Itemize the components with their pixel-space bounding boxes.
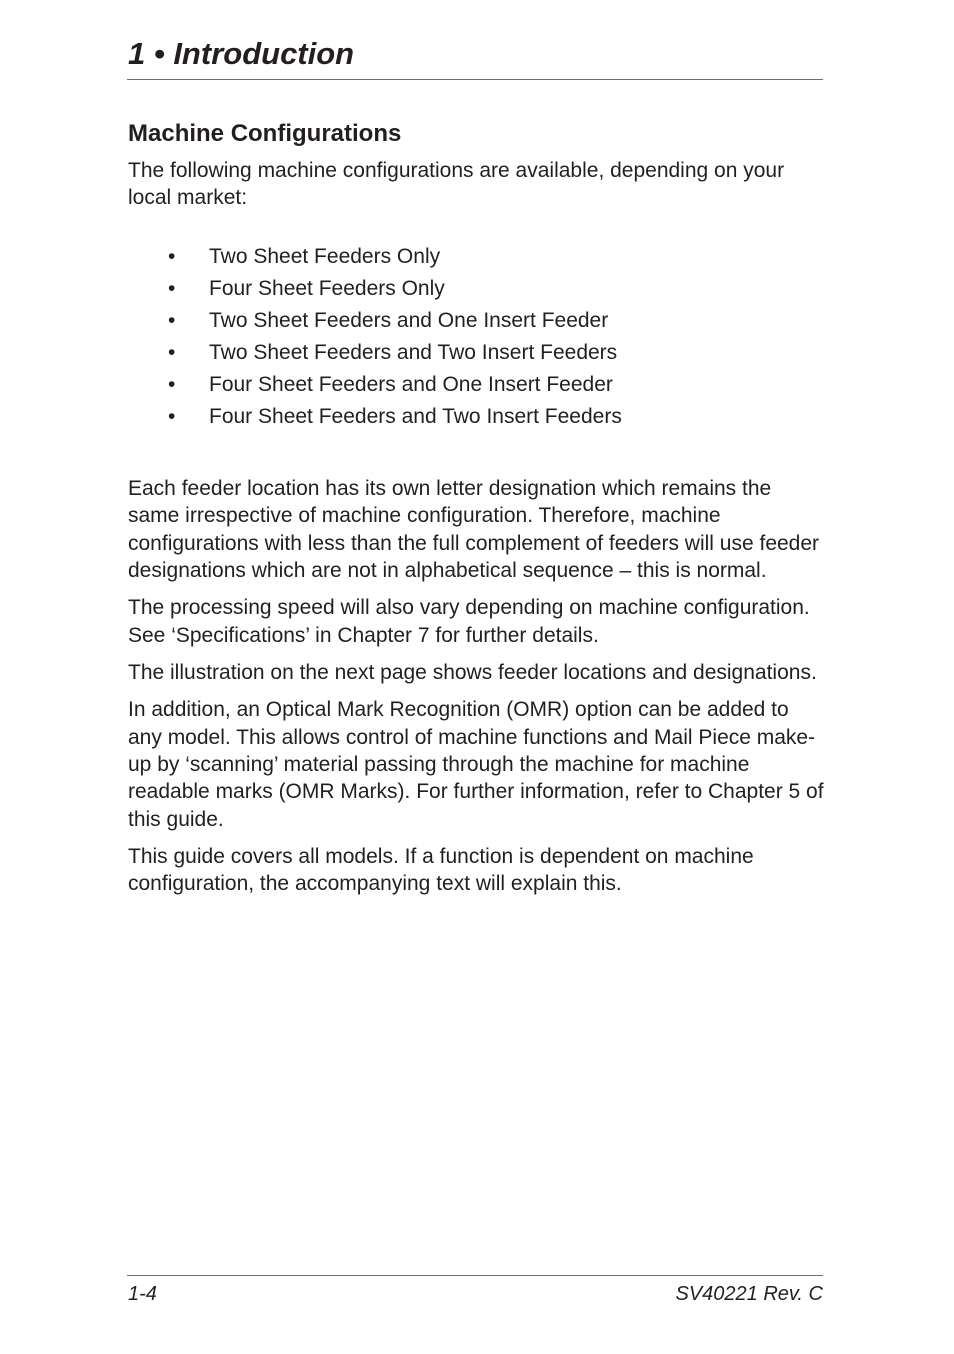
configuration-item-text: Four Sheet Feeders Only xyxy=(209,277,445,301)
header-divider xyxy=(127,79,823,80)
bullet-icon: • xyxy=(168,341,176,365)
chapter-title: 1 • Introduction xyxy=(128,36,355,71)
intro-paragraph: The following machine configurations are available, depending on your local market: xyxy=(128,159,785,210)
bullet-icon: • xyxy=(168,309,176,333)
configuration-list xyxy=(128,241,818,434)
list-item xyxy=(128,369,818,401)
configuration-item-text: Four Sheet Feeders and One Insert Feeder xyxy=(209,373,613,397)
feeder-designation-paragraph: Each feeder location has its own letter designation which remains the same irrespective of machine configuration. Therefore, machine configurations with less than the full complement of feeders will use feeder designations which are not in alphabetical sequence – this is normal. xyxy=(128,477,820,583)
guide-coverage-paragraph: This guide covers all models. If a function is dependent on machine configuration, the accompanying text will explain this. xyxy=(128,845,754,896)
bullet-icon: • xyxy=(168,245,176,268)
processing-speed-paragraph: The processing speed will also vary depending on machine configuration. See ‘Specifications’ in Chapter 7 for further details. xyxy=(128,596,810,647)
bullet-icon: • xyxy=(168,373,176,397)
configuration-item-text: Two Sheet Feeders and One Insert Feeder xyxy=(209,309,609,333)
bullet-icon: • xyxy=(168,405,176,429)
page-number: 1-4 xyxy=(128,1283,157,1305)
footer-divider xyxy=(127,1275,823,1276)
omr-option-paragraph: In addition, an Optical Mark Recognition (OMR) option can be added to any model. This allows control of machine functions and Mail Piece make-up by ‘scanning’ material passing through the machine for machine readable marks (OMR Marks). For further information, refer to Chapter 5 of this guide. xyxy=(128,698,824,831)
body-paragraphs xyxy=(128,475,828,908)
list-item xyxy=(128,241,818,273)
configuration-item-text: Four Sheet Feeders and Two Insert Feeders xyxy=(209,405,622,429)
section-heading: Machine Configurations xyxy=(128,120,402,147)
list-item xyxy=(128,305,818,337)
configuration-item-text: Two Sheet Feeders Only xyxy=(209,245,441,268)
list-item xyxy=(128,273,818,305)
configuration-item-text: Two Sheet Feeders and Two Insert Feeders xyxy=(209,341,618,365)
document-id: SV40221 Rev. C xyxy=(675,1283,823,1305)
illustration-reference-paragraph: The illustration on the next page shows feeder locations and designations. xyxy=(128,661,817,685)
bullet-icon: • xyxy=(168,277,176,301)
list-item xyxy=(128,337,818,369)
list-item xyxy=(128,401,818,433)
